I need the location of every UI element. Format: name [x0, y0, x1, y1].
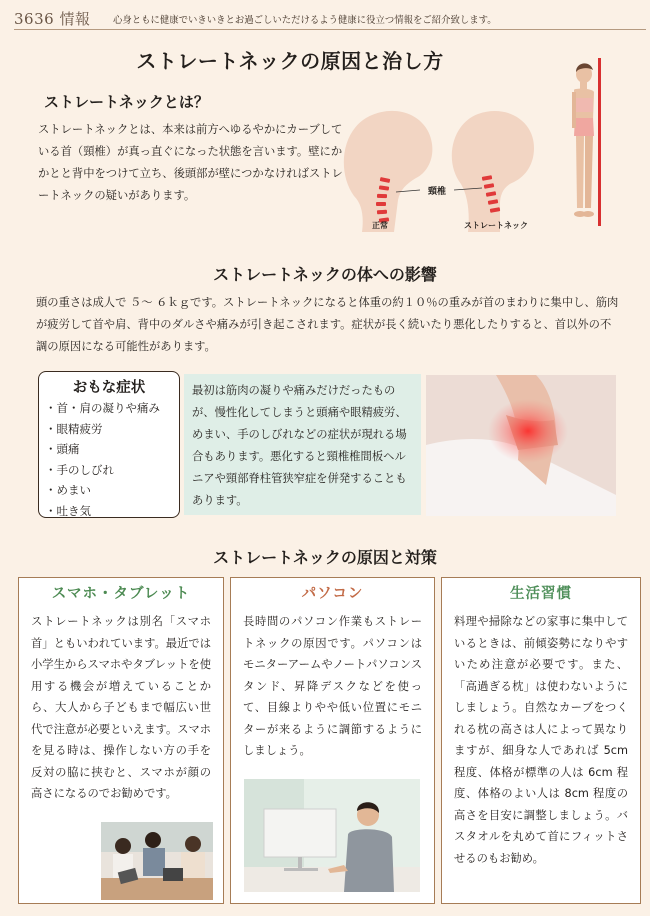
pc-work-photo [244, 779, 420, 892]
issue-label: 3636 情報 [14, 10, 91, 28]
neck-comparison-illustration [336, 104, 556, 234]
posture-figure-illustration [560, 58, 610, 228]
cause-title-lifestyle: 生活習慣 [510, 586, 572, 602]
section-body-effects: 頭の重さは成人で ５～ ６ｋｇです。ストレートネックになると体重の約１０％の重みが首のまわりに集中し、筋肉が疲労して首や肩、背中のダルさや痛みが引き起こされます。症状が長く続いたり悪化したりすると、首以外の不調の原因になる可能性があります。 [36, 296, 619, 353]
header-tagline: 心身ともに健康でいきいきとお過ごしいただけるよう健康に役立つ情報をご紹介致します。 [113, 15, 497, 26]
section-body-what: ストレートネックとは、本来は前方へゆるやかにカーブしている首（頸椎）が真っ直ぐになった状態を言います。壁にかかとと背中をつけて立ち、後頭部が壁につかなければストレートネックの疑いがあります。 [38, 123, 343, 202]
symptom-item: ・首・肩の凝りや痛み [45, 401, 160, 415]
symptom-item: ・手のしびれ [45, 462, 114, 477]
symptom-item: ・頭痛 [45, 442, 80, 456]
symptoms-title: おもな症状 [72, 380, 146, 396]
cause-body-smartphone: ストレートネックは別名「スマホ首」ともいわれています。最近では小学生からスマホやタブレットを使用する機会が増えていることから、大人から子どもまで幅広い世代で注意が必要といえます。スマホを見る時は、操作しない方の手を反対の脇に挟むと、スマホが顔の高さになるのでお勧めです。 [31, 615, 211, 800]
symptom-item: ・眼精疲労 [45, 421, 103, 436]
section-title-causes: ストレートネックの原因と対策 [213, 548, 437, 567]
cause-column-lifestyle [441, 577, 641, 904]
symptoms-description: 最初は筋肉の凝りや痛みだけだったものが、慢性化してしまうと頭痛や眼精疲労、めまい、手のしびれなどの症状が現れる場合もあります。悪化すると頸椎椎間板ヘルニアや頸部脊柱管狭窄症を併発することもあります。 [184, 374, 421, 515]
symptom-item: ・めまい [45, 483, 91, 497]
section-title-effects: ストレートネックの体への影響 [213, 265, 437, 284]
page-title: ストレートネックの原因と治し方 [136, 49, 444, 73]
symptoms-box [38, 371, 180, 518]
section-title-what: ストレートネックとは？ [44, 93, 209, 111]
cause-title-pc: パソコン [301, 586, 364, 602]
children-tablet-photo [101, 822, 213, 900]
label-straight: ストレートネック [464, 221, 528, 230]
header-divider [14, 29, 646, 30]
symptom-item: ・吐き気 [45, 503, 91, 518]
label-normal: 正常 [372, 221, 388, 230]
label-cervical: 頸椎 [427, 187, 447, 197]
neck-pain-photo [426, 375, 616, 516]
cause-body-pc: 長時間のパソコン作業もストレートネックの原因です。パソコンはモニターアームやノートパソコンスタンド、昇降デスクなどを使って、目線よりやや低い位置にモニターが来るように調節するようにしましょう。 [243, 615, 422, 757]
cause-body-lifestyle: 料理や掃除などの家事に集中しているときは、前傾姿勢になりやすいため注意が必要です。また、「高過ぎる枕」は使わないようにしましょう。自然なカーブをつくれる枕の高さは人によって異なりますが、細身な人であれば 5cm 程度、体格が標準の人は 6cm 程度、体格のよい人は 8cm 程度の高さを目安に調整しましょう。バスタオルを丸めて首にフィットさせるのもお勧め。 [454, 615, 628, 865]
cause-title-smartphone: スマホ・タブレット [51, 586, 191, 602]
